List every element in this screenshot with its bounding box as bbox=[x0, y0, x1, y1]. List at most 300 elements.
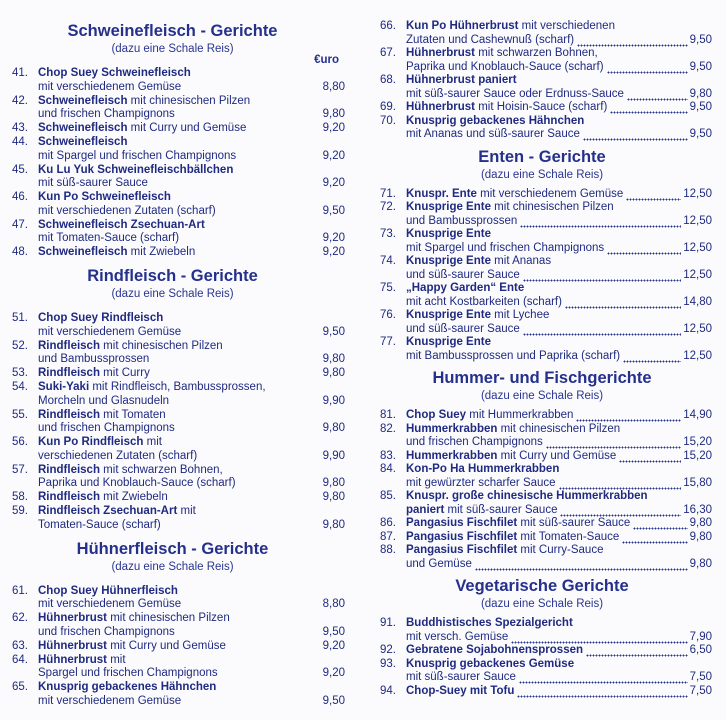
item-price: 9,80 bbox=[689, 557, 712, 570]
item-price: 9,50 bbox=[322, 325, 345, 338]
item-number: 43. bbox=[12, 122, 28, 134]
item-description: mit Bambussprossen und Paprika (scharf) bbox=[406, 349, 621, 362]
section-subtitle: (dazu eine Schale Reis) bbox=[480, 168, 604, 181]
dot-leader bbox=[627, 88, 688, 102]
menu-item bbox=[372, 685, 712, 699]
item-price: 9,50 bbox=[689, 60, 712, 73]
item-line bbox=[406, 336, 491, 350]
item-line bbox=[406, 631, 508, 645]
dot-leader bbox=[626, 188, 681, 202]
item-line bbox=[406, 350, 620, 364]
item-name: Kun Po Schweinefleisch bbox=[38, 191, 171, 203]
item-price: 9,50 bbox=[689, 101, 712, 113]
menu-item bbox=[0, 340, 345, 367]
item-line bbox=[38, 450, 197, 464]
item-line bbox=[406, 101, 607, 115]
item-name: Chop-Suey mit Tofu bbox=[406, 684, 515, 697]
item-line bbox=[38, 67, 191, 81]
menu-item bbox=[372, 423, 712, 450]
item-line bbox=[38, 367, 150, 381]
item-line bbox=[406, 450, 616, 464]
menu-item bbox=[0, 585, 345, 612]
item-price: 9,20 bbox=[322, 639, 345, 652]
section-title: Schweinefleisch - Gerichte bbox=[67, 22, 278, 40]
item-number: 82. bbox=[380, 422, 396, 435]
item-name: Ku Lu Yuk Schweinefleischbällchen bbox=[38, 163, 234, 176]
item-name: Chop Suey Hühnerfleisch bbox=[38, 584, 178, 597]
item-description: mit bbox=[177, 505, 196, 517]
item-line bbox=[406, 477, 556, 491]
item-line bbox=[406, 531, 619, 545]
item-line bbox=[38, 81, 181, 95]
item-line bbox=[38, 505, 196, 519]
item-price: 7,50 bbox=[689, 684, 712, 697]
item-description: mit chinesischen Pilzen bbox=[99, 339, 223, 352]
dot-leader bbox=[511, 631, 688, 645]
menu-item bbox=[0, 312, 345, 339]
dot-leader bbox=[576, 409, 681, 423]
item-description: mit Spargel und frischen Champignons bbox=[38, 149, 237, 162]
item-description: Spargel und frischen Champignons bbox=[38, 667, 218, 679]
item-line bbox=[406, 228, 491, 242]
item-line bbox=[38, 246, 195, 260]
item-name: Rindfleisch bbox=[38, 463, 100, 476]
item-name: Knusprige Ente bbox=[406, 201, 491, 213]
item-line bbox=[406, 115, 584, 129]
item-line bbox=[406, 409, 573, 423]
item-line bbox=[38, 654, 126, 668]
item-name: Schweinefleisch bbox=[38, 136, 128, 148]
menu-item bbox=[372, 74, 712, 101]
item-number: 53. bbox=[12, 367, 28, 379]
menu-item bbox=[372, 644, 712, 658]
item-name: Hühnerbrust bbox=[38, 639, 107, 652]
item-line bbox=[38, 353, 149, 367]
menu-item bbox=[372, 531, 712, 545]
item-line bbox=[38, 381, 266, 395]
item-name: Chop Suey Rindfleisch bbox=[38, 312, 164, 324]
item-line bbox=[406, 47, 598, 61]
item-name: Knusprig gebackenes Gemüse bbox=[406, 657, 575, 670]
item-price: 8,80 bbox=[322, 598, 345, 610]
menu-item bbox=[372, 201, 712, 228]
dot-leader bbox=[577, 34, 688, 48]
item-price: 12,50 bbox=[683, 187, 712, 200]
item-description: mit süß-saurer Sauce bbox=[406, 671, 516, 683]
item-line bbox=[38, 150, 236, 164]
menu-item bbox=[0, 67, 345, 94]
section-title: Rindfleisch - Gerichte bbox=[87, 267, 258, 285]
item-number: 59. bbox=[12, 505, 28, 517]
dot-leader bbox=[475, 558, 688, 572]
item-name: Hühnerbrust bbox=[38, 612, 107, 624]
item-name: Gebratene Sojabohnensprossen bbox=[406, 644, 584, 656]
item-number: 65. bbox=[12, 681, 28, 693]
menu-item bbox=[372, 101, 712, 115]
menu-item bbox=[0, 505, 345, 532]
item-description: mit chinesischen Pilzen bbox=[497, 422, 621, 435]
item-name: Hummerkrabben bbox=[406, 449, 498, 462]
item-line bbox=[38, 95, 250, 109]
item-price: 9,50 bbox=[322, 204, 345, 217]
item-line bbox=[406, 658, 574, 672]
item-price: 9,50 bbox=[689, 128, 712, 140]
item-name: „Happy Garden“ Ente bbox=[406, 282, 525, 294]
item-name: Hummerkrabben bbox=[406, 422, 498, 435]
item-number: 88. bbox=[380, 544, 396, 556]
menu-item bbox=[372, 255, 712, 282]
item-description: und Gemüse bbox=[406, 557, 472, 570]
item-line bbox=[406, 490, 648, 504]
item-price: 15,80 bbox=[683, 476, 712, 489]
item-line bbox=[38, 626, 175, 640]
item-number: 83. bbox=[380, 449, 396, 462]
item-number: 91. bbox=[380, 617, 396, 629]
item-description: mit Lychee bbox=[490, 309, 550, 321]
item-name: Knuspr. Ente bbox=[406, 187, 477, 200]
item-line bbox=[406, 671, 516, 685]
item-description: mit Spargel und frischen Champignons bbox=[406, 241, 605, 254]
item-name: Kun Po Rindfleisch bbox=[38, 436, 144, 448]
item-number: 72. bbox=[380, 201, 396, 213]
item-price: 9,20 bbox=[322, 667, 345, 679]
section-subtitle: (dazu eine Schale Reis) bbox=[480, 390, 604, 402]
item-description: mit chinesischen Pilzen bbox=[490, 201, 614, 213]
item-description: mit Hoisin-Sauce (scharf) bbox=[475, 101, 608, 113]
menu-item bbox=[0, 122, 345, 136]
dot-leader bbox=[560, 504, 681, 518]
item-line bbox=[406, 201, 614, 215]
item-description: und Bambussprossen bbox=[406, 214, 518, 227]
item-name: paniert bbox=[406, 503, 445, 516]
item-name: Hühnerbrust bbox=[406, 101, 475, 113]
item-line bbox=[38, 232, 179, 246]
item-line bbox=[406, 558, 472, 572]
menu-item bbox=[372, 463, 712, 490]
item-description: mit Zwiebeln bbox=[127, 246, 196, 258]
item-price: 14,80 bbox=[683, 295, 712, 308]
item-description: Paprika und Knoblauch-Sauce (scharf) bbox=[406, 60, 604, 73]
item-price: 9,50 bbox=[322, 694, 345, 707]
item-description: mit verschiedenem Gemüse bbox=[38, 325, 182, 338]
item-description: und frischen Champignons bbox=[38, 625, 175, 638]
item-price: 12,50 bbox=[683, 241, 712, 254]
item-name: Pangasius Fischfilet bbox=[406, 517, 518, 529]
item-price: 15,20 bbox=[683, 436, 712, 448]
item-description: mit gewürzter scharfer Sauce bbox=[406, 476, 556, 489]
item-description: mit süß-saurer Sauce bbox=[517, 517, 631, 529]
item-line bbox=[38, 326, 181, 340]
section-title: Vegetarische Gerichte bbox=[455, 577, 629, 595]
item-description: mit Ananas bbox=[490, 255, 552, 267]
item-description: mit acht Kostbarkeiten (scharf) bbox=[406, 295, 562, 308]
item-number: 86. bbox=[380, 517, 396, 529]
item-description: verschiedenen Zutaten (scharf) bbox=[38, 449, 198, 462]
item-price: 9,20 bbox=[322, 177, 345, 189]
dot-leader bbox=[565, 296, 681, 310]
item-number: 94. bbox=[380, 684, 396, 697]
item-description: mit Curry und Gemüse bbox=[107, 639, 226, 652]
item-price: 7,90 bbox=[689, 630, 712, 643]
item-name: Knuspr. große chinesische Hummerkrabben bbox=[406, 490, 648, 502]
menu-item bbox=[0, 246, 345, 260]
menu-item bbox=[0, 409, 345, 436]
item-name: Schweinefleisch bbox=[38, 246, 128, 258]
item-line bbox=[406, 128, 580, 142]
item-line bbox=[38, 464, 223, 478]
item-name: Rindfleisch Zsechuan-Art bbox=[38, 505, 178, 517]
item-name: Knusprig gebackenes Hähnchen bbox=[406, 114, 585, 127]
item-description: mit verschiedenen bbox=[518, 20, 615, 32]
menu-item bbox=[0, 640, 345, 654]
item-line bbox=[406, 61, 604, 75]
item-name: Schweinefleisch Zsechuan-Art bbox=[38, 218, 205, 231]
item-line bbox=[38, 108, 175, 122]
dot-leader bbox=[546, 436, 681, 450]
item-description: Tomaten-Sauce (scharf) bbox=[38, 518, 161, 531]
dot-leader bbox=[517, 685, 688, 699]
item-line bbox=[406, 617, 573, 631]
item-line bbox=[406, 255, 551, 269]
dot-leader bbox=[607, 61, 688, 75]
item-description: mit versch. Gemüse bbox=[406, 630, 509, 643]
item-name: Knusprige Ente bbox=[406, 228, 491, 240]
item-line bbox=[38, 395, 169, 409]
item-number: 47. bbox=[12, 218, 28, 231]
item-line bbox=[406, 436, 543, 450]
dot-leader bbox=[520, 215, 681, 229]
item-line bbox=[406, 309, 549, 323]
dot-leader bbox=[619, 450, 681, 464]
menu-item bbox=[372, 450, 712, 464]
item-description: und Bambussprossen bbox=[38, 353, 150, 365]
item-number: 74. bbox=[380, 255, 396, 267]
item-description: und frischen Champignons bbox=[406, 436, 543, 448]
item-number: 44. bbox=[12, 136, 28, 148]
item-number: 57. bbox=[12, 463, 28, 476]
item-price: 9,90 bbox=[322, 449, 345, 462]
item-price: 9,80 bbox=[322, 353, 345, 365]
item-number: 77. bbox=[380, 336, 396, 348]
item-line bbox=[406, 685, 514, 699]
item-line bbox=[38, 122, 246, 136]
item-description: mit Curry und Gemüse bbox=[127, 122, 247, 134]
item-price: 9,80 bbox=[322, 518, 345, 531]
item-description: mit süß-saurer Sauce oder Erdnuss-Sauce bbox=[406, 87, 624, 100]
dot-leader bbox=[559, 477, 681, 491]
menu-item bbox=[372, 47, 712, 74]
item-number: 45. bbox=[12, 163, 28, 176]
item-description: und frischen Champignons bbox=[38, 108, 175, 120]
section-title: Hummer- und Fischgerichte bbox=[432, 369, 652, 387]
dot-leader bbox=[622, 531, 688, 545]
item-price: 9,50 bbox=[322, 625, 345, 638]
item-line bbox=[38, 491, 168, 505]
item-description: mit verschiedenem Gemüse bbox=[38, 80, 182, 93]
item-line bbox=[406, 323, 520, 337]
dot-leader bbox=[586, 644, 688, 658]
item-line bbox=[38, 136, 127, 150]
menu-item bbox=[0, 491, 345, 505]
currency-label: €uro bbox=[314, 54, 339, 66]
item-description: Zutaten und Cashewnuß (scharf) bbox=[406, 33, 575, 46]
menu-item bbox=[0, 219, 345, 246]
item-line bbox=[38, 205, 216, 219]
item-description: mit Tomaten-Sauce bbox=[517, 530, 620, 543]
item-line bbox=[38, 477, 236, 491]
item-price: 6,50 bbox=[689, 644, 712, 656]
item-line bbox=[38, 312, 163, 326]
section-title: Enten - Gerichte bbox=[478, 147, 606, 166]
item-description: mit verschiedenem Gemüse bbox=[38, 694, 182, 707]
item-number: 68. bbox=[380, 74, 396, 86]
item-description: mit süß-saurer Sauce bbox=[444, 503, 558, 516]
item-line bbox=[406, 215, 517, 229]
item-price: 9,80 bbox=[689, 517, 712, 529]
item-name: Rindfleisch bbox=[38, 367, 100, 379]
menu-item bbox=[372, 517, 712, 531]
section-subtitle: (dazu eine Schale Reis) bbox=[480, 598, 604, 610]
dot-leader bbox=[623, 350, 681, 364]
item-price: 7,50 bbox=[689, 671, 712, 683]
menu-item bbox=[0, 612, 345, 639]
item-line bbox=[406, 74, 517, 88]
item-description: mit chinesischen Pilzen bbox=[107, 612, 230, 624]
item-number: 56. bbox=[12, 436, 28, 448]
dot-leader bbox=[607, 242, 681, 256]
menu-item bbox=[372, 336, 712, 363]
menu-item bbox=[372, 282, 712, 309]
menu-item bbox=[0, 681, 345, 708]
item-line bbox=[406, 88, 624, 102]
item-price: 9,80 bbox=[689, 530, 712, 543]
item-line bbox=[406, 282, 524, 296]
item-line bbox=[38, 519, 161, 533]
menu-item bbox=[372, 309, 712, 336]
item-line bbox=[38, 340, 223, 354]
item-name: Knusprige Ente bbox=[406, 336, 491, 348]
item-line bbox=[38, 409, 166, 423]
menu-item bbox=[372, 228, 712, 255]
item-number: 92. bbox=[380, 644, 396, 656]
item-line bbox=[406, 463, 559, 477]
item-name: Hühnerbrust paniert bbox=[406, 74, 517, 86]
dot-leader bbox=[523, 269, 681, 283]
item-price: 9,20 bbox=[322, 232, 345, 244]
item-description: Morcheln und Glasnudeln bbox=[38, 394, 170, 407]
menu-item bbox=[372, 115, 712, 142]
dot-leader bbox=[583, 128, 688, 142]
item-line bbox=[38, 667, 218, 681]
item-line bbox=[38, 219, 205, 233]
item-name: Knusprig gebackenes Hähnchen bbox=[38, 681, 217, 693]
item-number: 62. bbox=[12, 612, 28, 624]
item-number: 87. bbox=[380, 530, 396, 543]
section-subtitle: (dazu eine Schale Reis) bbox=[111, 560, 234, 573]
item-number: 71. bbox=[380, 187, 396, 200]
item-description: mit bbox=[107, 653, 126, 666]
item-number: 63. bbox=[12, 639, 28, 652]
item-description: mit süß-saurer Sauce bbox=[38, 177, 148, 189]
item-number: 51. bbox=[12, 312, 28, 324]
item-line bbox=[406, 423, 620, 437]
item-number: 52. bbox=[12, 339, 28, 352]
item-name: Pangasius Fischfilet bbox=[406, 530, 518, 543]
item-description: mit verschiedenem Gemüse bbox=[38, 598, 182, 610]
item-line bbox=[38, 191, 171, 205]
item-number: 48. bbox=[12, 246, 28, 258]
item-line bbox=[38, 695, 181, 709]
item-price: 16,30 bbox=[683, 503, 712, 516]
item-description: mit verschiedenem Gemüse bbox=[476, 187, 624, 200]
item-line bbox=[38, 436, 162, 450]
item-number: 85. bbox=[380, 490, 396, 502]
item-price: 9,50 bbox=[689, 33, 712, 46]
item-description: und süß-saurer Sauce bbox=[406, 268, 520, 281]
item-line bbox=[38, 598, 181, 612]
item-name: Kun Po Hühnerbrust bbox=[406, 20, 519, 32]
item-number: 55. bbox=[12, 408, 28, 421]
item-line bbox=[38, 640, 226, 654]
item-description: und frischen Champignons bbox=[38, 422, 175, 434]
item-line bbox=[38, 164, 233, 178]
item-name: Pangasius Fischfilet bbox=[406, 544, 518, 556]
item-price: 15,20 bbox=[683, 449, 712, 462]
menu-item bbox=[372, 544, 712, 571]
item-price: 9,20 bbox=[322, 122, 345, 134]
menu-item bbox=[372, 658, 712, 685]
menu-item bbox=[372, 188, 712, 202]
item-number: 67. bbox=[380, 47, 396, 59]
item-line bbox=[406, 517, 630, 531]
item-line bbox=[406, 644, 583, 658]
menu-item bbox=[0, 136, 345, 163]
item-price: 9,80 bbox=[322, 422, 345, 434]
item-number: 66. bbox=[380, 20, 396, 32]
item-price: 9,80 bbox=[322, 108, 345, 120]
item-description: mit Hummerkrabben bbox=[466, 409, 574, 421]
item-number: 54. bbox=[12, 381, 28, 393]
item-price: 12,50 bbox=[683, 322, 712, 335]
item-price: 9,20 bbox=[322, 246, 345, 258]
item-name: Chop Suey Schweinefleisch bbox=[38, 67, 191, 79]
item-description: mit schwarzen Bohnen, bbox=[475, 47, 598, 59]
item-description: mit verschiedenen Zutaten (scharf) bbox=[38, 204, 216, 217]
item-line bbox=[38, 422, 175, 436]
item-price: 12,50 bbox=[683, 349, 712, 362]
item-line bbox=[406, 188, 623, 202]
item-number: 73. bbox=[380, 228, 396, 240]
item-price: 8,80 bbox=[322, 80, 345, 93]
item-name: Rindfleisch bbox=[38, 408, 100, 421]
item-description: mit Curry-Sauce bbox=[517, 544, 604, 556]
item-number: 42. bbox=[12, 94, 28, 107]
menu-item bbox=[0, 654, 345, 681]
item-number: 76. bbox=[380, 309, 396, 321]
item-line bbox=[38, 612, 230, 626]
item-number: 70. bbox=[380, 114, 396, 127]
item-name: Schweinefleisch bbox=[38, 94, 128, 107]
item-price: 12,50 bbox=[683, 214, 712, 227]
item-number: 46. bbox=[12, 191, 28, 203]
dot-leader bbox=[633, 517, 688, 531]
item-price: 9,90 bbox=[322, 394, 345, 407]
item-line bbox=[38, 585, 178, 599]
menu-item bbox=[0, 95, 345, 122]
item-description: mit Ananas und süß-saurer Sauce bbox=[406, 128, 580, 140]
item-name: Chop Suey bbox=[406, 409, 467, 421]
item-price: 12,50 bbox=[683, 268, 712, 281]
